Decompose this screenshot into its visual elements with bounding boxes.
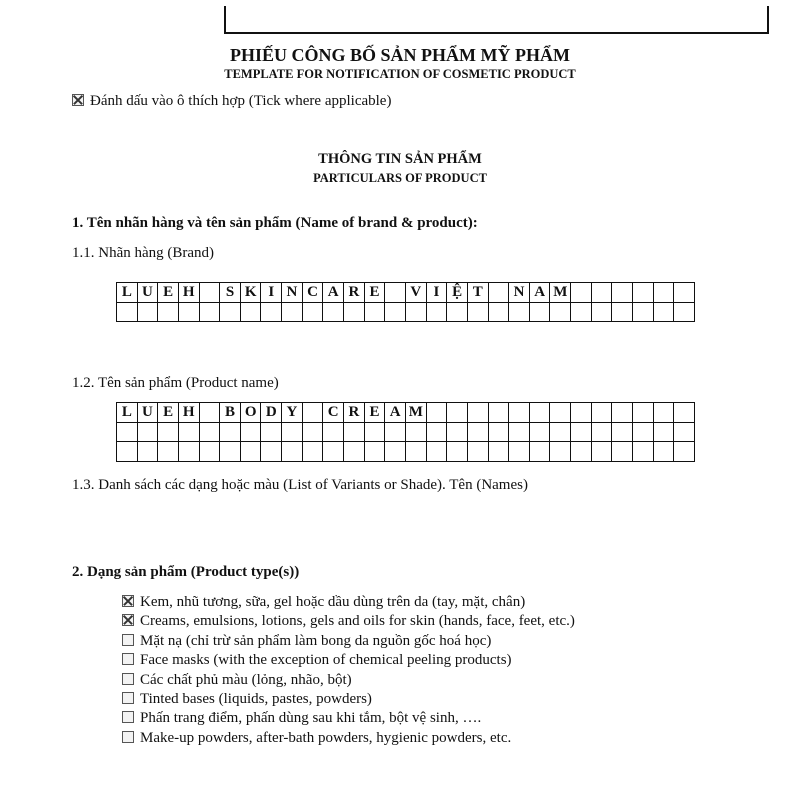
product-grid-cell[interactable]: [405, 422, 426, 442]
product-grid-cell[interactable]: [488, 442, 509, 462]
product-type-option-label: Mặt nạ (chỉ trừ sản phẩm làm bong da nguồn gốc hoá học): [140, 632, 492, 649]
brand-grid-cell[interactable]: [426, 302, 447, 322]
brand-grid-cell[interactable]: [158, 302, 179, 322]
brand-grid-cell[interactable]: [674, 283, 695, 303]
product-grid-cell[interactable]: M: [405, 403, 426, 423]
product-grid-cell[interactable]: [674, 422, 695, 442]
product-grid-cell[interactable]: [385, 442, 406, 462]
product-grid-cell[interactable]: [633, 442, 654, 462]
product-grid-cell[interactable]: [591, 403, 612, 423]
product-grid-cell[interactable]: C: [323, 403, 344, 423]
tick-instruction: [72, 93, 391, 110]
brand-grid-cell[interactable]: M: [550, 283, 571, 303]
brand-grid-cell[interactable]: U: [137, 283, 158, 303]
product-type-option-label: Face masks (with the exception of chemical peeling products): [140, 652, 512, 669]
product-grid-cell[interactable]: [220, 422, 241, 442]
product-grid-cell[interactable]: [261, 422, 282, 442]
product-grid-cell[interactable]: [323, 422, 344, 442]
product-grid-cell[interactable]: [344, 442, 365, 462]
product-grid-cell[interactable]: [653, 403, 674, 423]
product-grid-cell[interactable]: [653, 422, 674, 442]
brand-grid-cell[interactable]: [282, 302, 303, 322]
product-grid-cell[interactable]: D: [261, 403, 282, 423]
section2-heading: 2. Dạng sản phẩm (Product type(s)): [72, 564, 300, 580]
product-grid-cell[interactable]: [137, 422, 158, 442]
product-type-option: [122, 690, 575, 709]
product-grid-cell[interactable]: [282, 442, 303, 462]
product-grid-cell[interactable]: [158, 442, 179, 462]
brand-grid-cell[interactable]: [653, 283, 674, 303]
brand-letter-grid: [116, 282, 695, 322]
product-grid-cell[interactable]: [550, 442, 571, 462]
top-frame-border: [224, 6, 769, 34]
product-grid-cell[interactable]: [467, 422, 488, 442]
checkbox-icon[interactable]: [122, 673, 134, 685]
product-grid-cell[interactable]: [612, 422, 633, 442]
product-type-option-label: Tinted bases (liquids, pastes, powders): [140, 690, 372, 707]
section1-heading: 1. Tên nhãn hàng và tên sản phẩm (Name of brand & product):: [72, 215, 478, 231]
brand-grid-cell[interactable]: R: [344, 283, 365, 303]
product-grid-cell[interactable]: [405, 442, 426, 462]
brand-grid-cell[interactable]: [571, 283, 592, 303]
brand-grid-cell[interactable]: [199, 302, 220, 322]
product-grid-cell[interactable]: [591, 422, 612, 442]
brand-grid-cell[interactable]: [550, 302, 571, 322]
product-type-option: [122, 651, 575, 670]
brand-grid-cell[interactable]: [240, 302, 261, 322]
product-type-option: [122, 671, 575, 690]
brand-grid-cell[interactable]: [364, 302, 385, 322]
product-grid-cell[interactable]: [117, 422, 138, 442]
product-grid-cell[interactable]: [633, 403, 654, 423]
product-grid-cell[interactable]: [282, 422, 303, 442]
product-grid-cell[interactable]: [529, 422, 550, 442]
product-grid-cell[interactable]: [591, 442, 612, 462]
checked-checkbox-icon[interactable]: [122, 595, 134, 607]
brand-grid-cell[interactable]: [323, 302, 344, 322]
product-grid-cell[interactable]: [488, 422, 509, 442]
brand-grid-cell[interactable]: [220, 302, 241, 322]
product-grid-cell[interactable]: [529, 442, 550, 462]
brand-grid-cell[interactable]: I: [426, 283, 447, 303]
product-grid-cell[interactable]: [571, 422, 592, 442]
brand-grid-cell[interactable]: [571, 302, 592, 322]
brand-grid-cell[interactable]: [137, 302, 158, 322]
brand-grid-cell[interactable]: [199, 283, 220, 303]
brand-grid-cell[interactable]: [612, 302, 633, 322]
brand-label: 1.1. Nhãn hàng (Brand): [72, 245, 215, 261]
product-grid-cell[interactable]: [467, 442, 488, 462]
checkbox-icon[interactable]: [122, 653, 134, 665]
product-type-option-label: Make-up powders, after-bath powders, hygienic powders, etc.: [140, 729, 512, 746]
brand-grid-cell[interactable]: N: [509, 283, 530, 303]
checkbox-icon[interactable]: [122, 634, 134, 646]
product-grid-cell[interactable]: [571, 403, 592, 423]
product-grid-cell[interactable]: O: [240, 403, 261, 423]
product-grid-cell[interactable]: E: [158, 403, 179, 423]
product-grid-cell[interactable]: [323, 442, 344, 462]
brand-grid-row: [117, 283, 695, 303]
brand-grid-cell[interactable]: [653, 302, 674, 322]
product-grid-cell[interactable]: [674, 442, 695, 462]
product-grid-cell[interactable]: [199, 422, 220, 442]
brand-grid-cell[interactable]: [509, 302, 530, 322]
brand-grid-cell[interactable]: V: [405, 283, 426, 303]
product-grid-cell[interactable]: [364, 422, 385, 442]
product-grid-cell[interactable]: [199, 403, 220, 423]
product-grid-cell[interactable]: [302, 403, 323, 423]
brand-grid-cell[interactable]: [302, 302, 323, 322]
brand-grid-cell[interactable]: [178, 302, 199, 322]
brand-grid-cell[interactable]: K: [240, 283, 261, 303]
product-grid-cell[interactable]: [344, 422, 365, 442]
product-grid-cell[interactable]: [240, 442, 261, 462]
product-type-option-label: Phấn trang điểm, phấn dùng sau khi tắm, bột vệ sinh, ….: [140, 710, 482, 727]
brand-grid-cell[interactable]: [633, 283, 654, 303]
product-grid-cell[interactable]: [612, 442, 633, 462]
product-type-option: [122, 632, 575, 651]
brand-grid-cell[interactable]: [488, 302, 509, 322]
product-grid-cell[interactable]: [467, 403, 488, 423]
brand-grid-cell[interactable]: T: [467, 283, 488, 303]
product-grid-cell[interactable]: [674, 403, 695, 423]
product-grid-cell[interactable]: [240, 422, 261, 442]
product-grid-cell[interactable]: [571, 442, 592, 462]
tick-instruction-text: Đánh dấu vào ô thích hợp (Tick where applicable): [90, 93, 392, 109]
product-grid-cell[interactable]: [447, 442, 468, 462]
product-grid-cell[interactable]: [426, 403, 447, 423]
product-grid-cell[interactable]: [117, 442, 138, 462]
brand-grid-cell[interactable]: [344, 302, 365, 322]
product-grid-row: [117, 403, 695, 423]
brand-grid-cell[interactable]: [529, 302, 550, 322]
brand-grid-cell[interactable]: C: [302, 283, 323, 303]
product-grid-cell[interactable]: [364, 442, 385, 462]
product-grid-cell[interactable]: [529, 403, 550, 423]
brand-grid-cell[interactable]: S: [220, 283, 241, 303]
product-grid-cell[interactable]: [509, 442, 530, 462]
product-grid-cell[interactable]: [633, 422, 654, 442]
brand-grid-cell[interactable]: I: [261, 283, 282, 303]
brand-grid-cell[interactable]: [447, 302, 468, 322]
product-grid-row: [117, 422, 695, 442]
product-grid-cell[interactable]: [261, 442, 282, 462]
brand-grid-cell[interactable]: E: [158, 283, 179, 303]
product-grid-cell[interactable]: B: [220, 403, 241, 423]
product-type-option-label: Creams, emulsions, lotions, gels and oils for skin (hands, face, feet, etc.): [140, 613, 575, 630]
product-grid-cell[interactable]: [550, 422, 571, 442]
brand-grid-cell[interactable]: [674, 302, 695, 322]
tick-example-checkbox-icon: [72, 94, 84, 106]
product-grid-cell[interactable]: [653, 442, 674, 462]
brand-grid-row: [117, 302, 695, 322]
product-grid-cell[interactable]: [158, 422, 179, 442]
product-type-option: [122, 709, 575, 728]
product-grid-cell[interactable]: [447, 403, 468, 423]
product-name-label: 1.2. Tên sản phẩm (Product name): [72, 375, 279, 391]
checkbox-icon[interactable]: [122, 711, 134, 723]
brand-grid-cell[interactable]: [612, 283, 633, 303]
product-grid-cell[interactable]: [488, 403, 509, 423]
brand-grid-cell[interactable]: E: [364, 283, 385, 303]
product-grid-cell[interactable]: [302, 422, 323, 442]
checkbox-icon[interactable]: [122, 692, 134, 704]
product-type-option-label: Các chất phủ màu (lỏng, nhão, bột): [140, 671, 352, 688]
product-grid-cell[interactable]: L: [117, 403, 138, 423]
brand-grid-cell[interactable]: [488, 283, 509, 303]
brand-grid-cell[interactable]: [385, 283, 406, 303]
section-title-vi: THÔNG TIN SẢN PHẨM: [318, 151, 482, 167]
form-title-en: TEMPLATE FOR NOTIFICATION OF COSMETIC PRODUCT: [224, 67, 576, 81]
brand-grid-cell[interactable]: [117, 302, 138, 322]
product-type-option-label: Kem, nhũ tương, sữa, gel hoặc dầu dùng trên da (tay, mặt, chân): [140, 594, 526, 610]
product-type-options: [122, 593, 575, 748]
product-type-option: [122, 612, 575, 631]
product-grid-cell[interactable]: H: [178, 403, 199, 423]
product-type-option: [122, 729, 575, 748]
brand-grid-cell[interactable]: [261, 302, 282, 322]
brand-grid-cell[interactable]: [591, 302, 612, 322]
section-title-en: PARTICULARS OF PRODUCT: [313, 171, 487, 185]
product-grid-cell[interactable]: [426, 442, 447, 462]
variants-label: 1.3. Danh sách các dạng hoặc màu (List of Variants or Shade). Tên (Names): [72, 477, 528, 493]
checked-checkbox-icon[interactable]: [122, 614, 134, 626]
brand-grid-cell[interactable]: L: [117, 283, 138, 303]
brand-grid-cell[interactable]: A: [323, 283, 344, 303]
product-grid-cell[interactable]: [385, 422, 406, 442]
brand-grid-cell[interactable]: H: [178, 283, 199, 303]
product-grid-row: [117, 442, 695, 462]
product-grid-cell[interactable]: [426, 422, 447, 442]
product-grid-cell[interactable]: R: [344, 403, 365, 423]
product-grid-cell[interactable]: [447, 422, 468, 442]
product-grid-cell[interactable]: [220, 442, 241, 462]
product-grid-cell[interactable]: [509, 422, 530, 442]
brand-grid-cell[interactable]: [405, 302, 426, 322]
product-grid-cell[interactable]: [199, 442, 220, 462]
product-grid-cell[interactable]: [509, 403, 530, 423]
brand-grid-cell[interactable]: [591, 283, 612, 303]
brand-grid-cell[interactable]: [385, 302, 406, 322]
brand-grid-cell[interactable]: N: [282, 283, 303, 303]
product-grid-cell[interactable]: [302, 442, 323, 462]
brand-grid-cell[interactable]: A: [529, 283, 550, 303]
product-grid-cell[interactable]: [550, 403, 571, 423]
product-grid-cell[interactable]: E: [364, 403, 385, 423]
product-grid-cell[interactable]: [178, 422, 199, 442]
product-grid-cell[interactable]: U: [137, 403, 158, 423]
form-title-vi: PHIẾU CÔNG BỐ SẢN PHẨM MỸ PHẨM: [230, 45, 570, 65]
product-grid-cell[interactable]: Y: [282, 403, 303, 423]
product-grid-cell[interactable]: [178, 442, 199, 462]
product-type-option: [122, 593, 575, 612]
product-letter-grid: [116, 402, 695, 462]
product-grid-cell[interactable]: A: [385, 403, 406, 423]
brand-grid-cell[interactable]: [633, 302, 654, 322]
brand-grid-cell[interactable]: Ệ: [447, 283, 468, 303]
product-grid-cell[interactable]: [137, 442, 158, 462]
product-grid-cell[interactable]: [612, 403, 633, 423]
checkbox-icon[interactable]: [122, 731, 134, 743]
brand-grid-cell[interactable]: [467, 302, 488, 322]
